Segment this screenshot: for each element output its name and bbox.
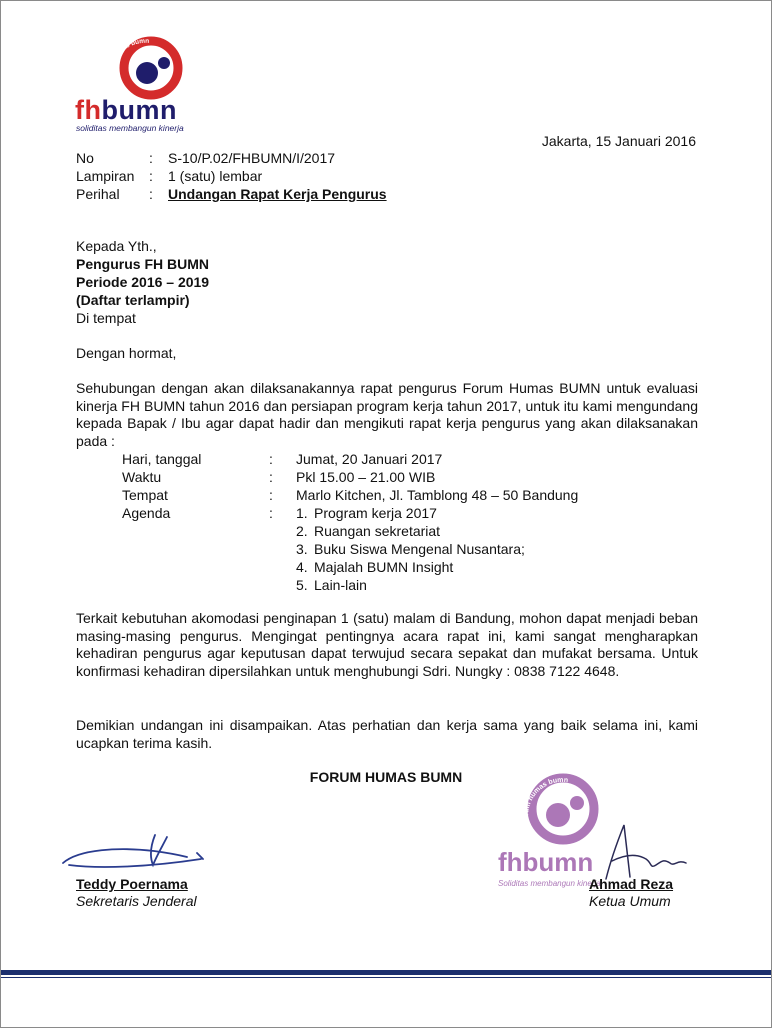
signatory-right-name: Ahmad Reza [589,876,674,892]
agenda-row [122,577,682,595]
detail-colon: : [269,505,273,521]
recipient-note: (Daftar terlampir) [76,292,190,308]
agenda-num: 4. [296,559,308,575]
closing-text: Demikian undangan ini disampaikan. Atas perhatian dan kerja sama yang baik selama ini, kami ucapkan terima kasih. [76,717,698,751]
accommodation-text: Terkait kebutuhan akomodasi penginapan 1 (satu) malam di Bandung, mohon dapat menjadi beban masing-masing pengurus. Mengingat pentingnya acara rapat ini, kami sangat mengharapkan kehadiran pengurus agar keputusan dapat terwujud secara sepakat dan mufakat bersama. Untuk konfirmasi kehadiran dipersilahkan untuk menghubungi Sdri. Nungky : 0838 7122 4648. [76,610,698,679]
stamp-brand: fhbumn [498,847,594,877]
agenda-row [122,523,682,541]
detail-row-place [122,487,682,505]
reference-value: S-10/P.02/FHBUMN/I/2017 [168,150,336,166]
reference-block [76,150,476,204]
reference-row-lampiran [76,168,476,186]
logo-fh: fh [75,95,102,125]
reference-row-no [76,150,476,168]
signatory-left-name: Teddy Poernama [76,876,188,892]
detail-row-date [122,451,682,469]
detail-label: Waktu [122,469,162,485]
logo-tagline: soliditas membangun kinerja [76,123,184,133]
meeting-details [122,451,682,595]
agenda-item: Ruangan sekretariat [314,523,441,539]
footer-bar [1,970,771,975]
logo-wordmark [75,96,177,124]
recipient-place: Di tempat [76,310,136,326]
reference-value: 1 (satu) lembar [168,168,263,184]
logo-bumn: bumn [101,95,177,125]
detail-colon: : [269,469,273,485]
detail-colon: : [269,451,273,467]
footer-rule [1,977,771,978]
detail-label: Hari, tanggal [122,451,202,467]
agenda-row [122,559,682,577]
reference-label: Lampiran [76,168,135,184]
reference-colon: : [149,150,153,166]
stamp-tagline: Soliditas membangun kinerja [498,879,601,888]
agenda-num: 5. [296,577,308,593]
intro-paragraph [76,380,698,450]
detail-row-time [122,469,682,487]
salutation: Dengan hormat, [76,345,177,361]
detail-row-agenda [122,505,682,523]
agenda-num: 1. [296,505,308,521]
closing-paragraph [76,717,698,752]
recipient-name: Pengurus FH BUMN [76,256,209,272]
stamp-arc-text: forum humas bumn [523,776,569,824]
logo-emblem [95,36,205,100]
reference-label: Perihal [76,186,120,202]
place-date: Jakarta, 15 Januari 2016 [541,133,696,149]
intro-text: Sehubungan dengan akan dilaksanakannya rapat pengurus Forum Humas BUMN untuk evaluasi kinerja FH BUMN tahun 2016 dan persiapan program kerja tahun 2017, untuk itu kami mengundang kepada Bapak / Ibu agar dapat hadir dan mengikuti rapat kerja pengurus yang akan dilaksanakan pada : [76,380,698,449]
letterhead-logo [71,36,231,136]
detail-label: Tempat [122,487,168,503]
detail-value: Pkl 15.00 – 21.00 WIB [296,469,436,485]
agenda-item: Majalah BUMN Insight [314,559,454,575]
signature-left [59,831,209,881]
detail-value: Jumat, 20 Januari 2017 [296,451,443,467]
detail-label: Agenda [122,505,171,521]
reference-row-perihal [76,186,476,204]
reference-colon: : [149,168,153,184]
agenda-item: Lain-lain [314,577,367,593]
recipient-greeting: Kepada Yth., [76,238,157,254]
agenda-num: 3. [296,541,308,557]
logo-arc-text: forum humas bumn [103,37,150,80]
detail-colon: : [269,487,273,503]
agenda-item: Program kerja 2017 [314,505,437,521]
signatory-left-title: Sekretaris Jenderal [76,893,197,909]
organization-name: FORUM HUMAS BUMN [309,769,463,785]
detail-value: Marlo Kitchen, Jl. Tamblong 48 – 50 Bandung [296,487,579,503]
agenda-num: 2. [296,523,308,539]
reference-label: No [76,150,94,166]
accommodation-paragraph [76,610,698,680]
recipient-period: Periode 2016 – 2019 [76,274,210,290]
subject-value: Undangan Rapat Kerja Pengurus [168,186,387,202]
signatory-right-title: Ketua Umum [589,893,671,909]
agenda-row [122,541,682,559]
reference-colon: : [149,186,153,202]
agenda-item: Buku Siswa Mengenal Nusantara; [314,541,525,557]
